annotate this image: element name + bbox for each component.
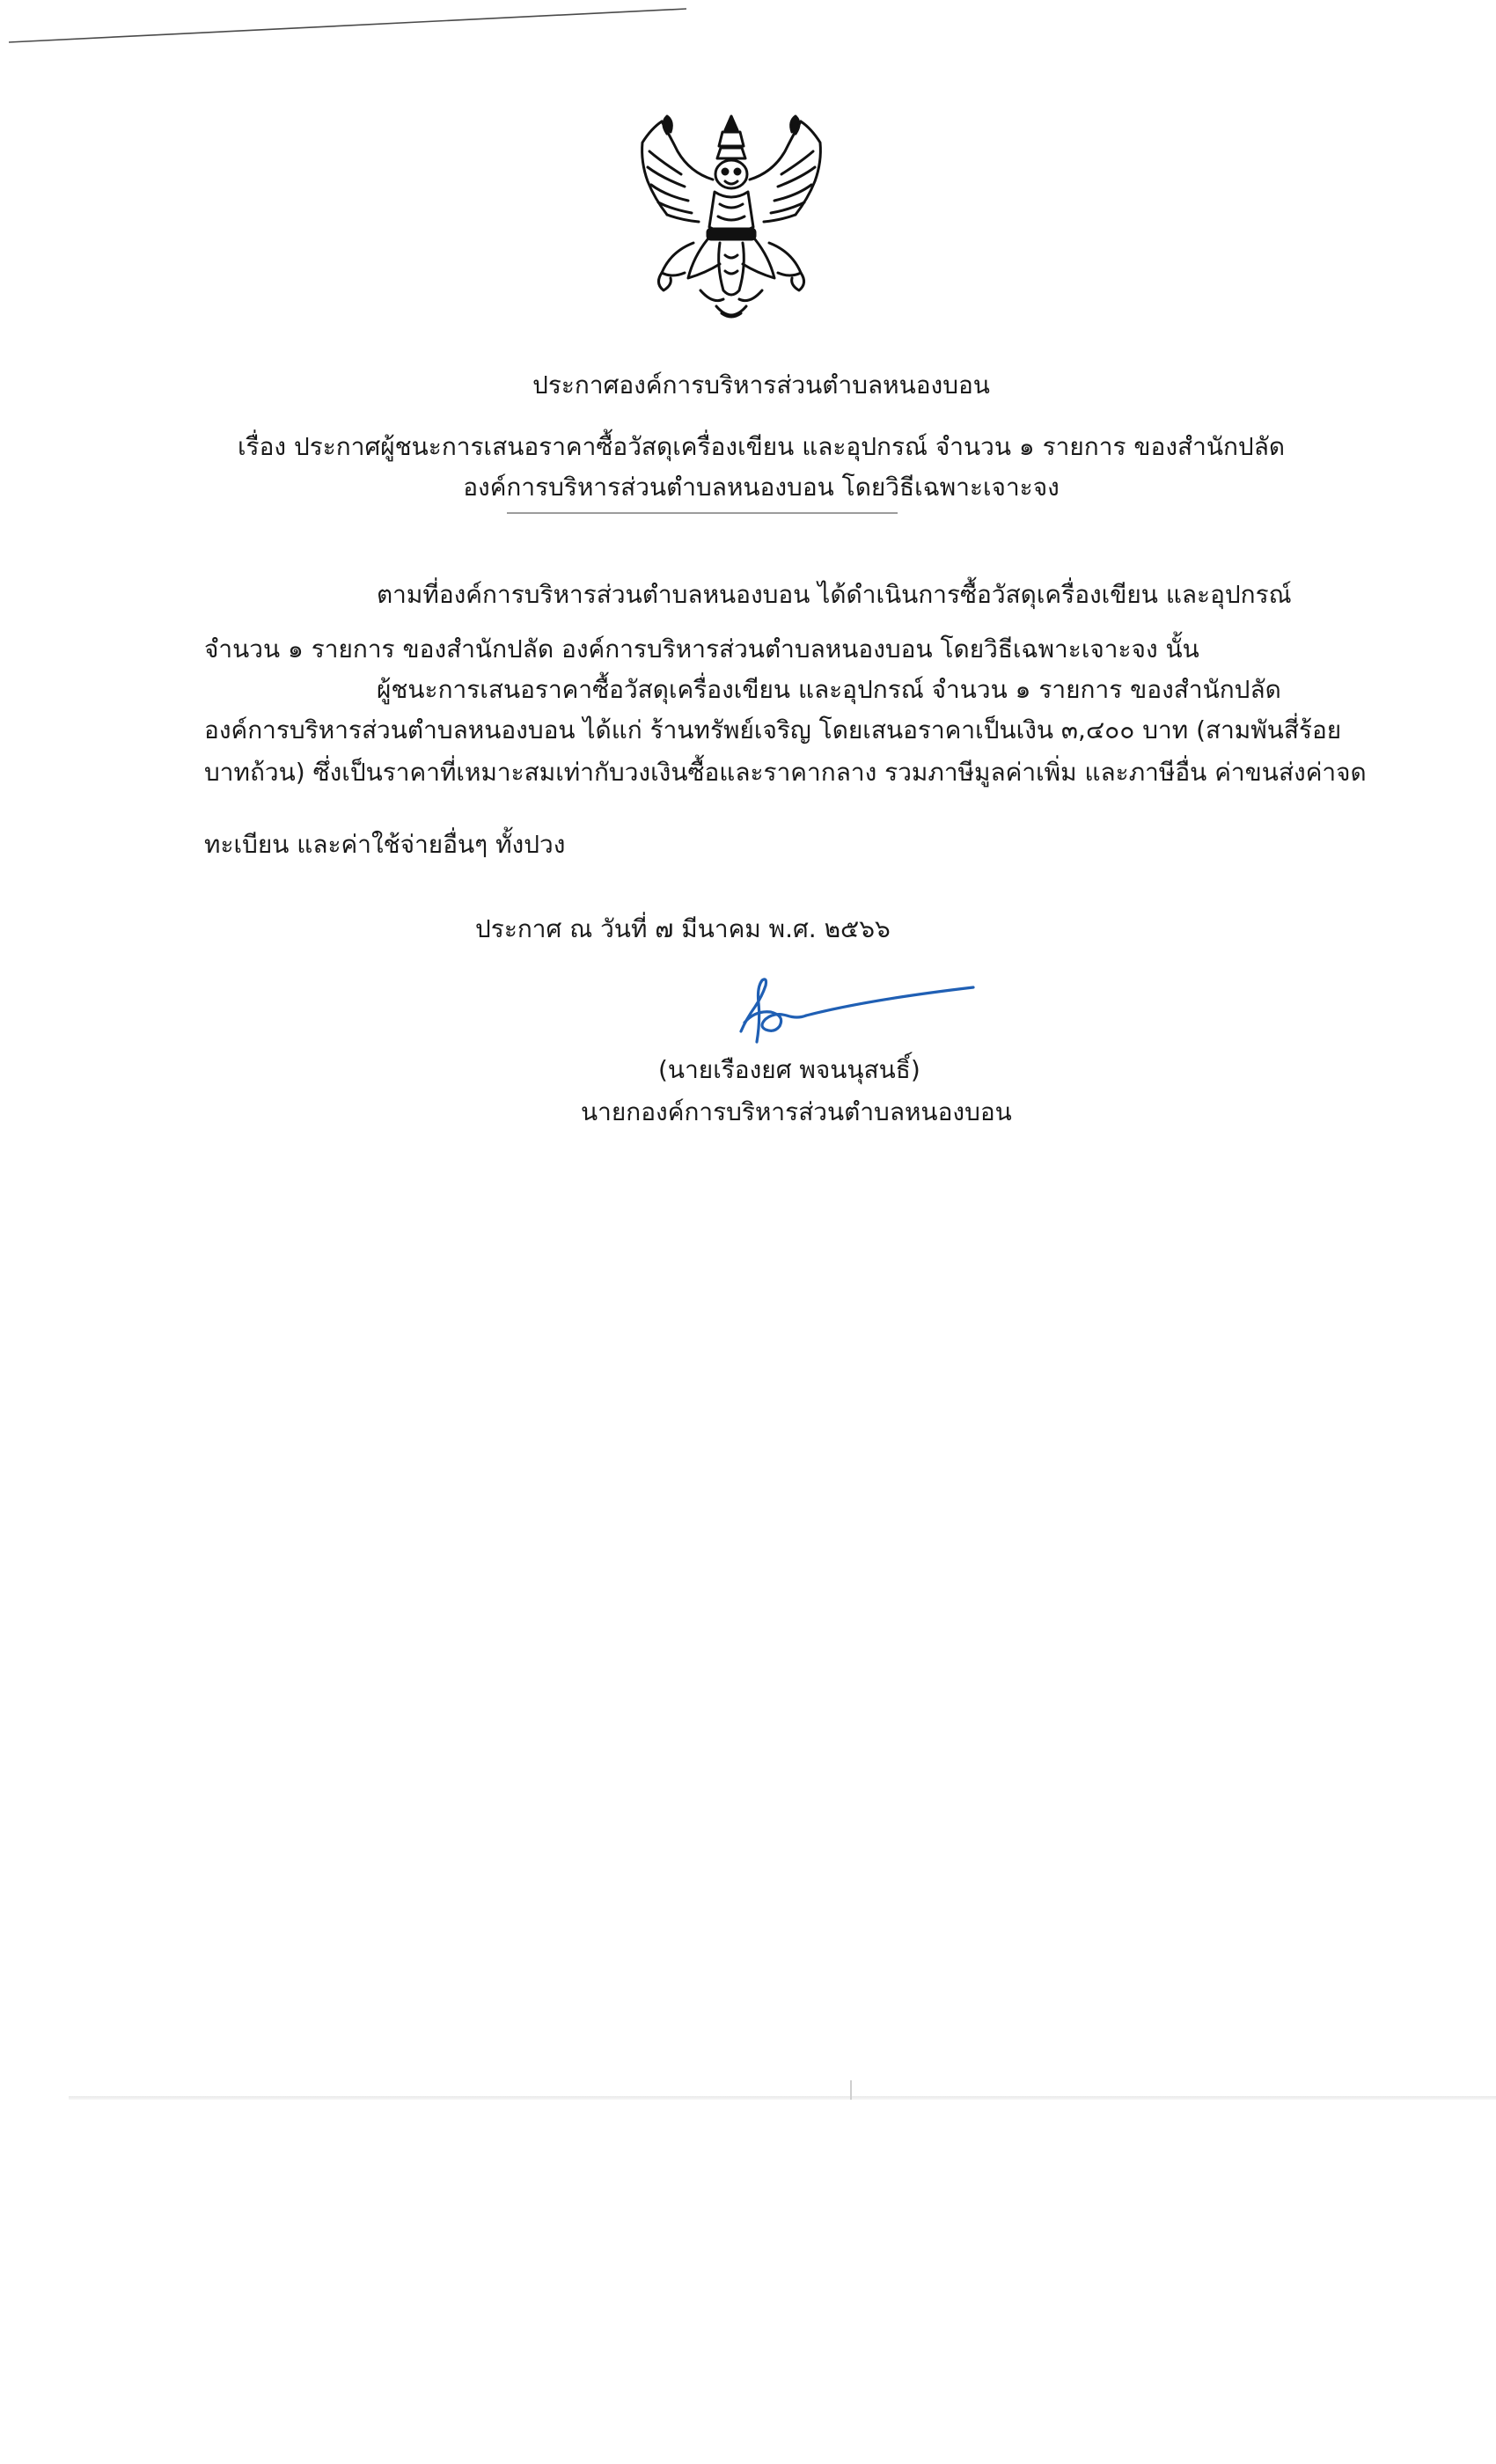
paragraph-2-line-2: องค์การบริหารส่วนตำบลหนองบอน ได้แก่ ร้านทรัพย์เจริญ โดยเสนอราคาเป็นเงิน ๓,๔๐๐ บาท (สามพันสี่ร้อย: [204, 715, 1342, 744]
signer-position: นายกองค์การบริหารส่วนตำบลหนองบอน: [581, 1097, 1012, 1126]
garuda-emblem-icon: [632, 111, 831, 326]
handwritten-signature: [736, 968, 979, 1049]
announcement-subject-continued: องค์การบริหารส่วนตำบลหนองบอน โดยวิธีเฉพาะเจาะจง: [463, 473, 1060, 502]
announcement-title: ประกาศองค์การบริหารส่วนตำบลหนองบอน: [532, 370, 990, 400]
scan-edge-top: [9, 7, 686, 46]
signer-name: (นายเรืองยศ พจนนุสนธิ์): [658, 1055, 920, 1084]
announcement-subject: เรื่อง ประกาศผู้ชนะการเสนอราคาซื้อวัสดุเครื่องเขียน และอุปกรณ์ จำนวน ๑ รายการ ของสำนักปลัด: [237, 432, 1286, 461]
scan-edge-bottom: [69, 2096, 1496, 2100]
announcement-date: ประกาศ ณ วันที่ ๗ มีนาคม พ.ศ. ๒๕๖๖: [475, 914, 891, 943]
paragraph-1-line-1: ตามที่องค์การบริหารส่วนตำบลหนองบอน ได้ดำเนินการซื้อวัสดุเครื่องเขียน และอุปกรณ์: [377, 580, 1292, 609]
paragraph-2-line-3: บาทถ้วน) ซึ่งเป็นราคาที่เหมาะสมเท่ากับวงเงินซื้อและราคากลาง รวมภาษีมูลค่าเพิ่ม และภาษีอื่น ค่าขนส่งค่าจด: [204, 758, 1367, 787]
scan-edge-tick: [850, 2080, 852, 2100]
paragraph-2-line-4: ทะเบียน และค่าใช้จ่ายอื่นๆ ทั้งปวง: [204, 830, 566, 859]
title-divider: [507, 512, 898, 514]
paragraph-2-line-1: ผู้ชนะการเสนอราคาซื้อวัสดุเครื่องเขียน และอุปกรณ์ จำนวน ๑ รายการ ของสำนักปลัด: [377, 675, 1281, 704]
paragraph-1-line-2: จำนวน ๑ รายการ ของสำนักปลัด องค์การบริหารส่วนตำบลหนองบอน โดยวิธีเฉพาะเจาะจง นั้น: [204, 634, 1199, 664]
